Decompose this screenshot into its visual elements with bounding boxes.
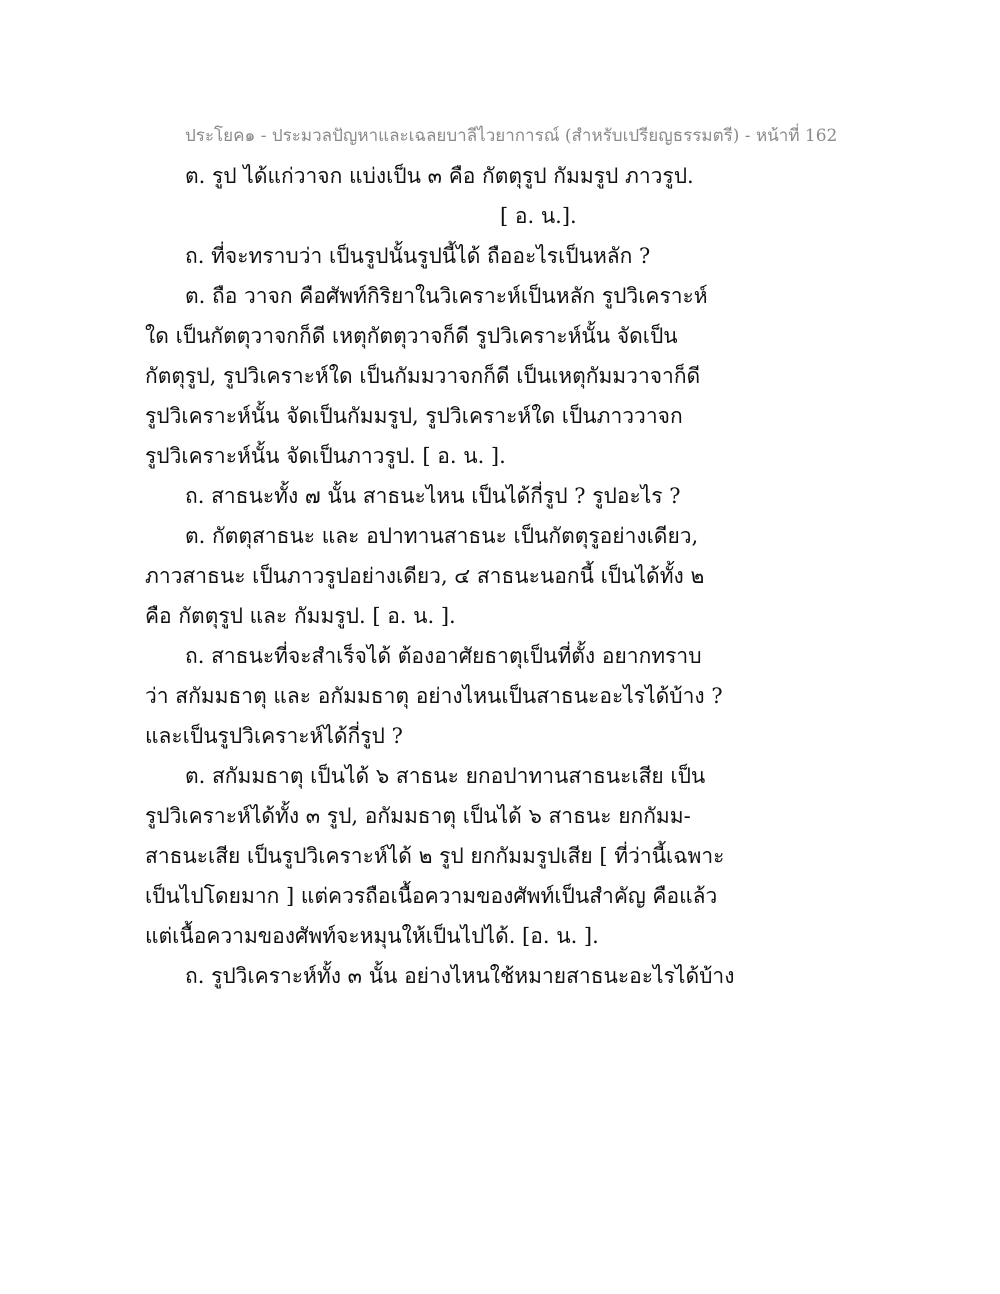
body-line-1: ต. รูป ได้แก่วาจก แบ่งเป็น ๓ คือ กัตตุรูป กัมมรูป ภาวรูป.: [185, 164, 694, 188]
body-line-13: ถ. สาธนะที่จะสำเร็จได้ ต้องอาศัยธาตุเป็นที่ตั้ง อยากทราบ: [185, 644, 702, 668]
body-line-21: ถ. รูปวิเคราะห์ทั้ง ๓ นั้น อย่างไหนใช้หมายสาธนะอะไรได้บ้าง: [185, 964, 735, 988]
body-line-9: ถ. สาธนะทั้ง ๗ นั้น สาธนะไหน เป็นได้กี่รูป ? รูปอะไร ?: [185, 484, 681, 508]
body-line-15: และเป็นรูปวิเคราะห์ได้กี่รูป ?: [145, 724, 403, 748]
body-line-11: ภาวสาธนะ เป็นภาวรูปอย่างเดียว, ๔ สาธนะนอกนี้ เป็นได้ทั้ง ๒: [145, 564, 705, 588]
body-line-12: คือ กัตตุรูป และ กัมมรูป. [ อ. น. ].: [145, 604, 456, 628]
body-line-6: กัตตุรูป, รูปวิเคราะห์ใด เป็นกัมมวาจกก็ดี เป็นเหตุกัมมวาจาก็ดี: [145, 364, 701, 388]
body-line-16: ต. สกัมมธาตุ เป็นได้ ๖ สาธนะ ยกอปาทานสาธนะเสีย เป็น: [185, 764, 706, 788]
reference-note: [ อ. น.].: [500, 204, 577, 228]
body-line-17: รูปวิเคราะห์ได้ทั้ง ๓ รูป, อกัมมธาตุ เป็นได้ ๖ สาธนะ ยกกัมม-: [145, 804, 691, 828]
body-line-18: สาธนะเสีย เป็นรูปวิเคราะห์ได้ ๒ รูป ยกกัมมรูปเสีย [ ที่ว่านี้เฉพาะ: [145, 844, 725, 868]
body-line-19: เป็นไปโดยมาก ] แต่ควรถือเนื้อความของศัพท์เป็นสำคัญ คือแล้ว: [145, 884, 718, 908]
body-line-14: ว่า สกัมมธาตุ และ อกัมมธาตุ อย่างไหนเป็นสาธนะอะไรได้บ้าง ?: [145, 684, 723, 708]
body-line-3: ถ. ที่จะทราบว่า เป็นรูปนั้นรูปนี้ได้ ถืออะไรเป็นหลัก ?: [185, 244, 651, 268]
body-line-20: แต่เนื้อความของศัพท์จะหมุนให้เป็นไปได้. [อ. น. ].: [145, 924, 599, 948]
body-line-10: ต. กัตตุสาธนะ และ อปาทานสาธนะ เป็นกัตตุรูอย่างเดียว,: [185, 524, 699, 548]
body-line-4: ต. ถือ วาจก คือศัพท์กิริยาในวิเคราะห์เป็นหลัก รูปวิเคราะห์: [185, 284, 708, 308]
body-line-7: รูปวิเคราะห์นั้น จัดเป็นกัมมรูป, รูปวิเคราะห์ใด เป็นภาววาจก: [145, 404, 683, 428]
body-line-8: รูปวิเคราะห์นั้น จัดเป็นภาวรูป. [ อ. น. ].: [145, 444, 506, 468]
body-line-5: ใด เป็นกัตตุวาจกก็ดี เหตุกัตตุวาจก็ดี รูปวิเคราะห์นั้น จัดเป็น: [145, 324, 678, 348]
page-header: ประโยค๑ - ประมวลปัญหาและเฉลยบาลีไวยาการณ์ (สำหรับเปรียญธรรมตรี) - หน้าที่ 162: [185, 126, 838, 146]
